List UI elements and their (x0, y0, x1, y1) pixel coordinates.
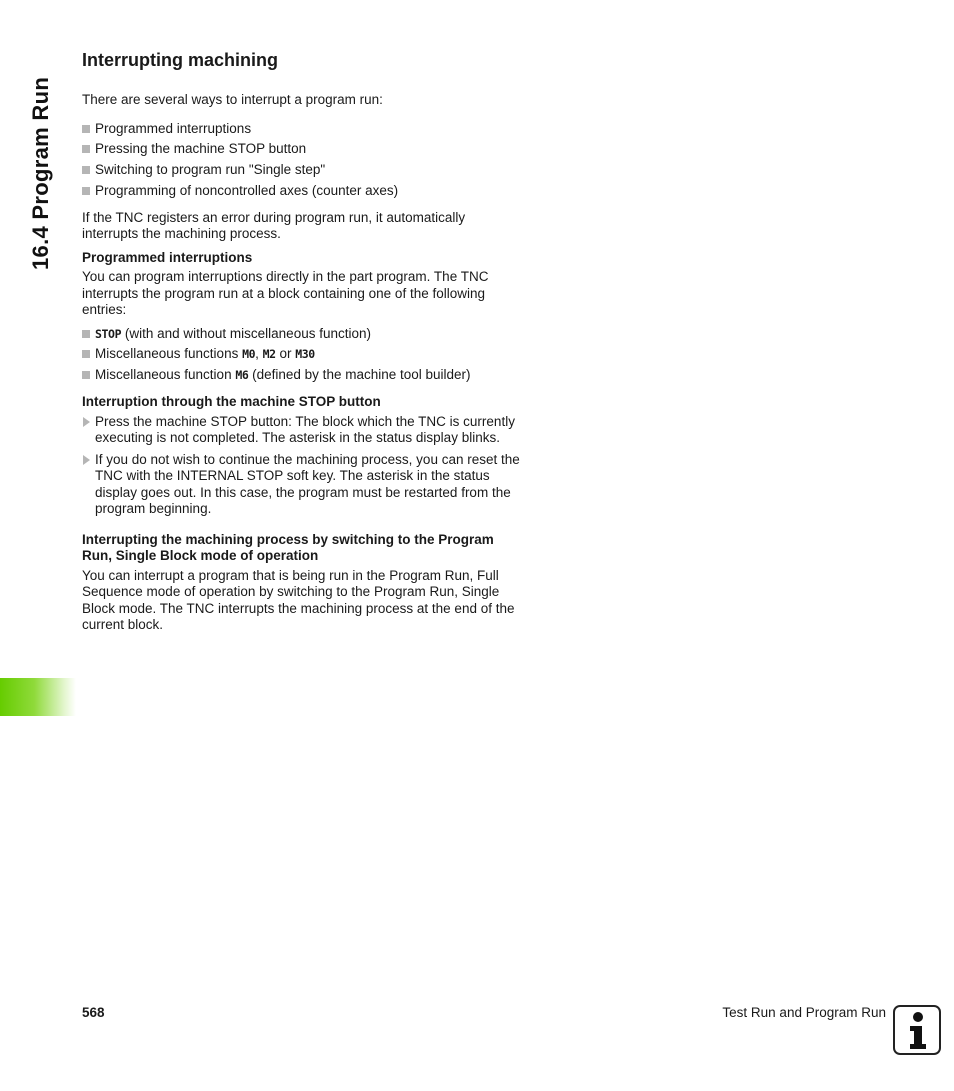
code-m0: M0 (242, 347, 256, 362)
info-icon (893, 1005, 941, 1055)
section-title: Interrupting machining (82, 50, 278, 70)
intro-paragraph: There are several ways to interrupt a program run: (82, 92, 383, 107)
footer-chapter-title: Test Run and Program Run (722, 1005, 886, 1020)
single-block-body: You can interrupt a program that is being run in the Program Run, Full Sequence mode of operation by switching to the Program Run, Single Block mode. The TNC interrupts the machining process at the end of the current block. (82, 567, 515, 633)
programmed-interruptions-heading: Programmed interruptions (82, 249, 253, 265)
single-block-heading: Interrupting the machining process by switching to the Program Run, Single Block mode of operation (82, 531, 494, 564)
error-note: If the TNC registers an error during program run, it automatically interrupts the machining process. (82, 209, 466, 242)
list-item: Programmed interruptions (82, 121, 524, 138)
chapter-side-title (28, 50, 54, 280)
code-m6: M6 (235, 368, 249, 383)
page-number: 568 (82, 1005, 105, 1020)
step-item: Press the machine STOP button: The block which the TNC is currently executing is not completed. The asterisk in the status display blinks. (82, 414, 524, 447)
list-item: Miscellaneous function M6 (defined by the machine tool builder) (82, 367, 524, 384)
stop-button-steps (82, 414, 524, 518)
step-item: If you do not wish to continue the machining process, you can reset the TNC with the INTERNAL STOP soft key. The asterisk in the status display goes out. In this case, the program must be restarted from the program beginning. (82, 452, 524, 518)
code-m30: M30 (295, 347, 315, 362)
list-item: Miscellaneous functions M0, M2 or M30 (82, 346, 524, 363)
interrupt-methods-list (82, 121, 524, 200)
info-icon-glyph (895, 1007, 939, 1053)
chapter-side-title-text: 16.4 Program Run (28, 76, 53, 270)
chapter-color-tab (0, 678, 76, 716)
stop-button-heading: Interruption through the machine STOP button (82, 394, 381, 410)
list-item: Switching to program run "Single step" (82, 162, 524, 179)
list-item: Programming of noncontrolled axes (counter axes) (82, 183, 524, 200)
list-item: Pressing the machine STOP button (82, 141, 524, 158)
page-content (82, 49, 524, 634)
programmed-entries-list (82, 326, 524, 384)
code-m2: M2 (262, 347, 276, 362)
programmed-interruptions-body: You can program interruptions directly in the part program. The TNC interrupts the program run at a block containing one of the following entries: (82, 269, 489, 318)
code-stop: STOP (95, 326, 122, 341)
list-item: STOP (with and without miscellaneous function) (82, 326, 524, 343)
